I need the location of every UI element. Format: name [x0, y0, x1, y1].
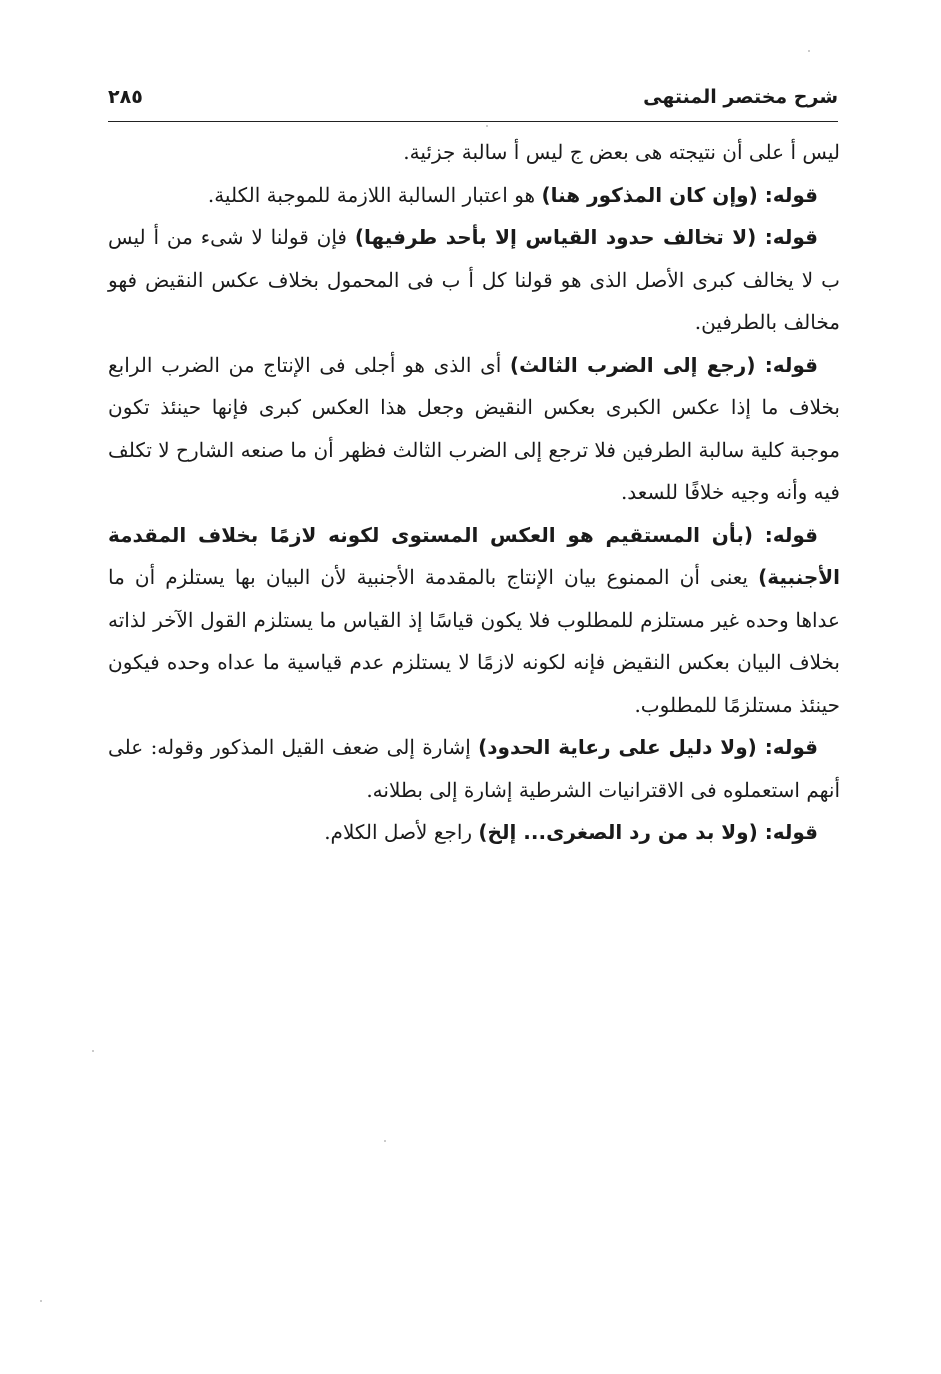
paragraph-7-text: راجع لأصل الكلام. [324, 820, 479, 844]
header-rule [108, 121, 838, 122]
paragraph-6-text: إشارة إلى ضعف القيل المذكور وقوله: على أنهم استعملوه فى الاقترانيات الشرطية إشارة إلى بطلانه. [108, 735, 840, 802]
page-number: ٢٨٥ [108, 86, 143, 108]
paragraph-6-label: قوله: [756, 735, 818, 759]
paragraph-2-quote: (وإن كان المذكور هنا) [541, 182, 758, 207]
paragraph-2-label: قوله: [757, 182, 818, 207]
paragraph-5-label: قوله: [753, 522, 819, 547]
paragraph-6-quote: (ولا دليل على رعاية الحدود) [478, 735, 757, 759]
running-title: شرح مختصر المنتهى [643, 86, 838, 108]
scan-speck [486, 125, 488, 127]
scan-speck [92, 1050, 94, 1052]
paragraph-2-text: هو اعتبار السالبة اللازمة للموجبة الكلية. [207, 182, 542, 207]
scan-speck [40, 1300, 42, 1302]
paragraph-7-quote: (ولا بد من رد الصغرى... إلخ) [478, 820, 758, 844]
paragraph-5-text: يعنى أن الممنوع بيان الإنتاج بالمقدمة الأجنبية لأن البيان بها يستلزم أن ما عداها وحده غير مستلزم للمطلوب فلا يكون قياسًا إذ القياس ما يستلزم القول الآخر لذاته بخلاف البيان بعكس النقيض فإنه لكونه لازمًا لا يستلزم عدم قياسية ما عداه وحده فيكون حينئذ مستلزمًا للمطلوب. [108, 565, 840, 717]
scan-speck [808, 50, 810, 52]
paragraph-4-quote: (رجع إلى الضرب الثالث) [509, 352, 756, 377]
paragraph-7 [108, 811, 840, 854]
scan-speck [384, 1140, 386, 1142]
paragraph-3-label: قوله: [756, 225, 818, 249]
paragraph-5 [108, 514, 840, 727]
paragraph-7-label: قوله: [757, 820, 818, 844]
paragraph-6 [108, 726, 840, 811]
paragraph-3-quote: (لا تخالف حدود القياس إلا بأحد طرفيها) [354, 225, 757, 249]
paragraph-4-text: أى الذى هو أجلى فى الإنتاج من الضرب الرابع بخلاف ما إذا عكس الكبرى بعكس النقيض وجعل هذا العكس كبرى فإنها حينئذ تكون موجبة كلية سالبة الطرفين فلا ترجع إلى الضرب الثالث فظهر أن ما صنعه الشارح لا تكلف فيه وأنه وجيه خلافًا للسعد. [108, 352, 840, 504]
paragraph-1-text: ليس أ على أن نتيجته هى بعض ج ليس أ سالبة جزئية. [403, 140, 840, 164]
paragraph-5-quote: (بأن المستقيم هو العكس المستوى لكونه لازمًا بخلاف المقدمة الأجنبية) [108, 522, 840, 589]
paragraph-1 [108, 131, 840, 174]
paragraph-4-label: قوله: [755, 352, 818, 377]
commentary-body [108, 131, 840, 854]
paragraph-3 [108, 216, 840, 344]
paragraph-3-text: فإن قولنا لا شىء من أ ليس ب لا يخالف كبرى الأصل الذى هو قولنا كل أ ب فى المحمول بخلاف عكس النقيض فهو مخالف بالطرفين. [108, 225, 840, 334]
paragraph-4 [108, 344, 840, 514]
paragraph-2 [108, 174, 840, 217]
running-header [108, 84, 838, 118]
